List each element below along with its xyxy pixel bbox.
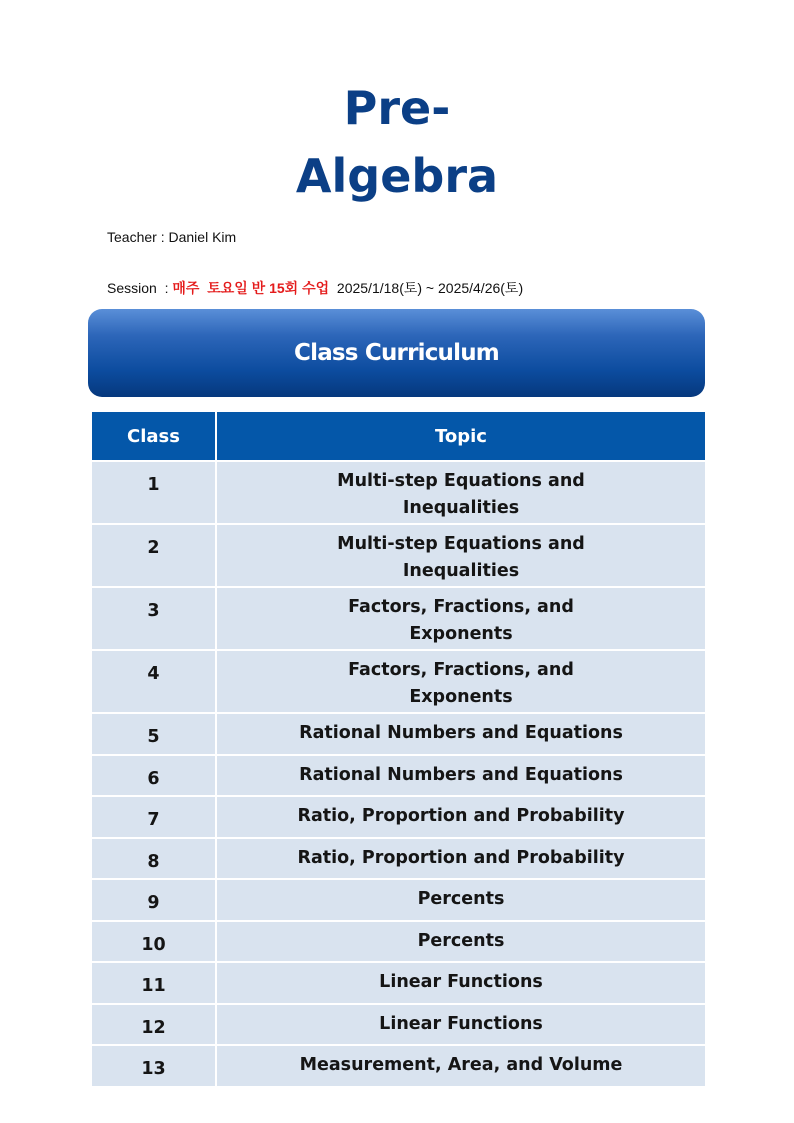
teacher-name: Daniel Kim <box>168 229 237 245</box>
table-row <box>91 796 706 838</box>
class-number: 1 <box>91 461 216 524</box>
header-topic: Topic <box>216 411 706 461</box>
curriculum-table <box>90 410 707 1088</box>
table-row <box>91 879 706 921</box>
topic-cell <box>216 962 706 1004</box>
class-number: 7 <box>91 796 216 838</box>
topic-line: Linear Functions <box>379 972 543 993</box>
topic-line: Rational Numbers and Equations <box>299 723 623 744</box>
table-row <box>91 650 706 713</box>
topic-line: Factors, Fractions, and <box>348 659 574 680</box>
topic-cell <box>216 796 706 838</box>
class-number: 5 <box>91 713 216 755</box>
session-highlight: 매주 토요일 반 15회 수업 <box>172 280 330 296</box>
table-row <box>91 1004 706 1046</box>
topic-cell <box>216 838 706 880</box>
topic-line: Inequalities <box>402 560 520 581</box>
teacher-info <box>107 229 236 245</box>
session-label: Session : <box>107 280 173 296</box>
topic-line: Inequalities <box>402 497 520 518</box>
topic-line: Percents <box>417 930 505 951</box>
topic-line: Rational Numbers and Equations <box>299 764 623 785</box>
class-number: 10 <box>91 921 216 963</box>
topic-line: Multi-step Equations and <box>337 470 585 491</box>
page-title-line-2: Algebra <box>295 149 499 203</box>
topic-cell <box>216 650 706 713</box>
class-number: 6 <box>91 755 216 797</box>
topic-cell <box>216 713 706 755</box>
table-row <box>91 461 706 524</box>
class-number: 8 <box>91 838 216 880</box>
table-row <box>91 713 706 755</box>
topic-line: Percents <box>417 889 505 910</box>
topic-line: Exponents <box>409 623 513 644</box>
topic-cell <box>216 921 706 963</box>
session-info <box>107 278 523 298</box>
topic-cell <box>216 1004 706 1046</box>
topic-cell <box>216 1045 706 1087</box>
table-row <box>91 838 706 880</box>
table-row <box>91 524 706 587</box>
topic-line: Linear Functions <box>379 1013 543 1034</box>
topic-cell <box>216 461 706 524</box>
class-number: 3 <box>91 587 216 650</box>
teacher-label: Teacher : <box>107 229 169 245</box>
class-number: 9 <box>91 879 216 921</box>
topic-cell <box>216 524 706 587</box>
table-row <box>91 587 706 650</box>
header-class: Class <box>91 411 216 461</box>
table-header-row <box>91 411 706 461</box>
page-title-line-1: Pre- <box>343 81 451 135</box>
topic-line: Exponents <box>409 686 513 707</box>
curriculum-banner-title: Class Curriculum <box>294 340 499 366</box>
class-number: 12 <box>91 1004 216 1046</box>
class-number: 13 <box>91 1045 216 1087</box>
topic-line: Ratio, Proportion and Probability <box>297 847 625 868</box>
table-row <box>91 921 706 963</box>
table-row <box>91 962 706 1004</box>
class-number: 11 <box>91 962 216 1004</box>
class-number: 4 <box>91 650 216 713</box>
table-row <box>91 755 706 797</box>
topic-cell <box>216 879 706 921</box>
table-row <box>91 1045 706 1087</box>
topic-cell <box>216 755 706 797</box>
curriculum-banner <box>88 309 705 397</box>
topic-line: Multi-step Equations and <box>337 533 585 554</box>
session-dates: 2025/1/18(토) ~ 2025/4/26(토) <box>336 280 524 296</box>
class-number: 2 <box>91 524 216 587</box>
topic-line: Factors, Fractions, and <box>348 596 574 617</box>
topic-line: Measurement, Area, and Volume <box>299 1055 623 1076</box>
topic-cell <box>216 587 706 650</box>
topic-line: Ratio, Proportion and Probability <box>297 806 625 827</box>
